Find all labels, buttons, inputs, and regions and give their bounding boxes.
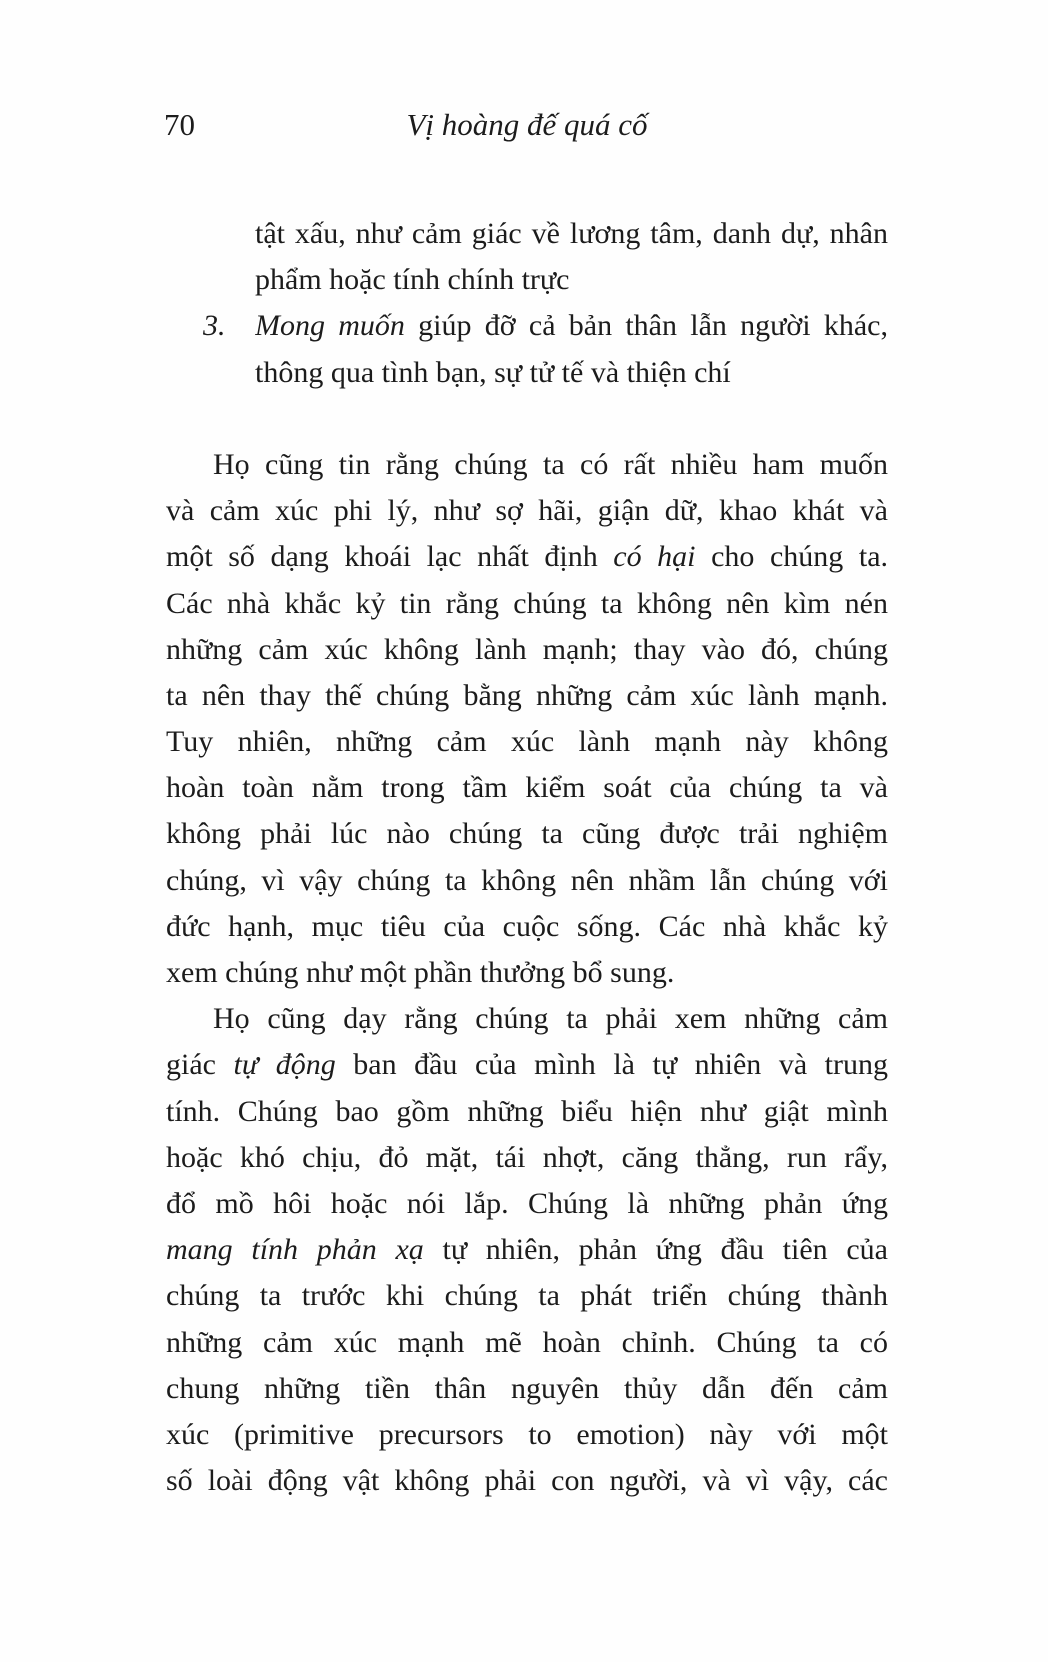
text-segment: Họ cũng dạy rằng chúng ta phải xem những cảm <box>213 1002 888 1036</box>
text-line <box>255 211 888 257</box>
list-marker: 3. <box>203 309 226 343</box>
text-segment: số loài động vật không phải con người, và vì vậy, các <box>166 1464 888 1498</box>
text-line <box>166 1412 888 1458</box>
text-segment: chung những tiền thân nguyên thủy dẫn đến cảm <box>166 1371 888 1405</box>
text-segment: Tuy nhiên, những cảm xúc lành mạnh này không <box>166 725 888 759</box>
page-body <box>166 211 888 1504</box>
text-line <box>166 1320 888 1366</box>
text-segment: một số dạng khoái lạc nhất định <box>166 540 614 574</box>
text-segment: chúng ta trước khi chúng ta phát triển chúng thành <box>166 1279 888 1313</box>
text-segment: hoàn toàn nằm trong tầm kiểm soát của chúng ta và <box>166 771 888 805</box>
text-line <box>255 303 888 349</box>
text-line <box>166 581 888 627</box>
text-segment: phẩm hoặc tính chính trực <box>255 263 570 297</box>
text-line <box>166 627 888 673</box>
text-segment: xem chúng như một phần thưởng bổ sung. <box>166 956 675 989</box>
text-segment: và cảm xúc phi lý, như sợ hãi, giận dữ, khao khát và <box>166 494 888 528</box>
text-line <box>166 488 888 534</box>
italic-text: có hại <box>613 540 696 574</box>
text-segment: tật xấu, như cảm giác về lương tâm, danh dự, nhân <box>255 217 888 250</box>
text-line <box>166 1181 888 1227</box>
italic-text: tự động <box>233 1048 336 1082</box>
text-segment: Các nhà khắc kỷ tin rằng chúng ta không nên kìm nén <box>166 586 888 620</box>
paragraph <box>166 442 888 996</box>
text-line <box>166 858 888 904</box>
text-segment: tự nhiên, phản ứng đầu tiên của <box>423 1233 888 1267</box>
text-segment: giác <box>166 1048 234 1082</box>
page-number: 70 <box>164 107 195 142</box>
text-segment: ban đầu của mình là tự nhiên và trung <box>335 1048 888 1082</box>
text-segment: không phải lúc nào chúng ta cũng được trải nghiệm <box>166 817 888 851</box>
text-line <box>166 1366 888 1412</box>
text-line <box>166 1042 888 1088</box>
text-line <box>166 1227 888 1273</box>
text-line <box>166 1458 888 1504</box>
running-title: Vị hoàng đế quá cố <box>406 107 648 142</box>
text-segment: những cảm xúc không lành mạnh; thay vào đó, chúng <box>166 632 888 666</box>
text-line <box>166 673 888 719</box>
text-segment: hoặc khó chịu, đỏ mặt, tái nhợt, căng thẳng, run rẩy, <box>166 1140 888 1174</box>
text-line <box>166 1273 888 1319</box>
text-line <box>166 765 888 811</box>
text-segment: cho chúng ta. <box>695 540 888 574</box>
text-segment: thông qua tình bạn, sự tử tế và thiện chí <box>255 355 731 389</box>
italic-text: mang tính phản xạ <box>166 1233 424 1267</box>
text-segment: Họ cũng tin rằng chúng ta có rất nhiều ham muốn <box>213 447 888 481</box>
list-item <box>166 303 888 395</box>
text-segment: đức hạnh, mục tiêu của cuộc sống. Các nhà khắc kỷ <box>166 909 888 943</box>
text-segment: chúng, vì vậy chúng ta không nên nhầm lẫn chúng với <box>166 863 888 897</box>
text-segment: giúp đỡ cả bản thân lẫn người khác, <box>404 309 888 343</box>
text-line <box>166 1135 888 1181</box>
text-line <box>166 904 888 950</box>
text-line <box>166 996 888 1042</box>
text-line <box>166 811 888 857</box>
text-line <box>166 534 888 580</box>
text-segment: đổ mồ hôi hoặc nói lắp. Chúng là những phản ứng <box>166 1186 888 1220</box>
text-line <box>166 719 888 765</box>
page-header <box>166 103 888 147</box>
list-item-continuation <box>166 211 888 303</box>
text-segment: những cảm xúc mạnh mẽ hoàn chỉnh. Chúng ta có <box>166 1325 888 1359</box>
text-line <box>255 257 888 303</box>
text-line <box>166 442 888 488</box>
text-segment: ta nên thay thế chúng bằng những cảm xúc lành mạnh. <box>166 678 888 712</box>
paragraph <box>166 996 888 1504</box>
text-line <box>166 950 888 996</box>
text-segment: tính. Chúng bao gồm những biểu hiện như giật mình <box>166 1094 888 1128</box>
text-segment: xúc (primitive precursors to emotion) này với một <box>166 1417 888 1451</box>
text-line <box>255 350 888 396</box>
text-line <box>166 1089 888 1135</box>
italic-text: Mong muốn <box>255 309 405 343</box>
